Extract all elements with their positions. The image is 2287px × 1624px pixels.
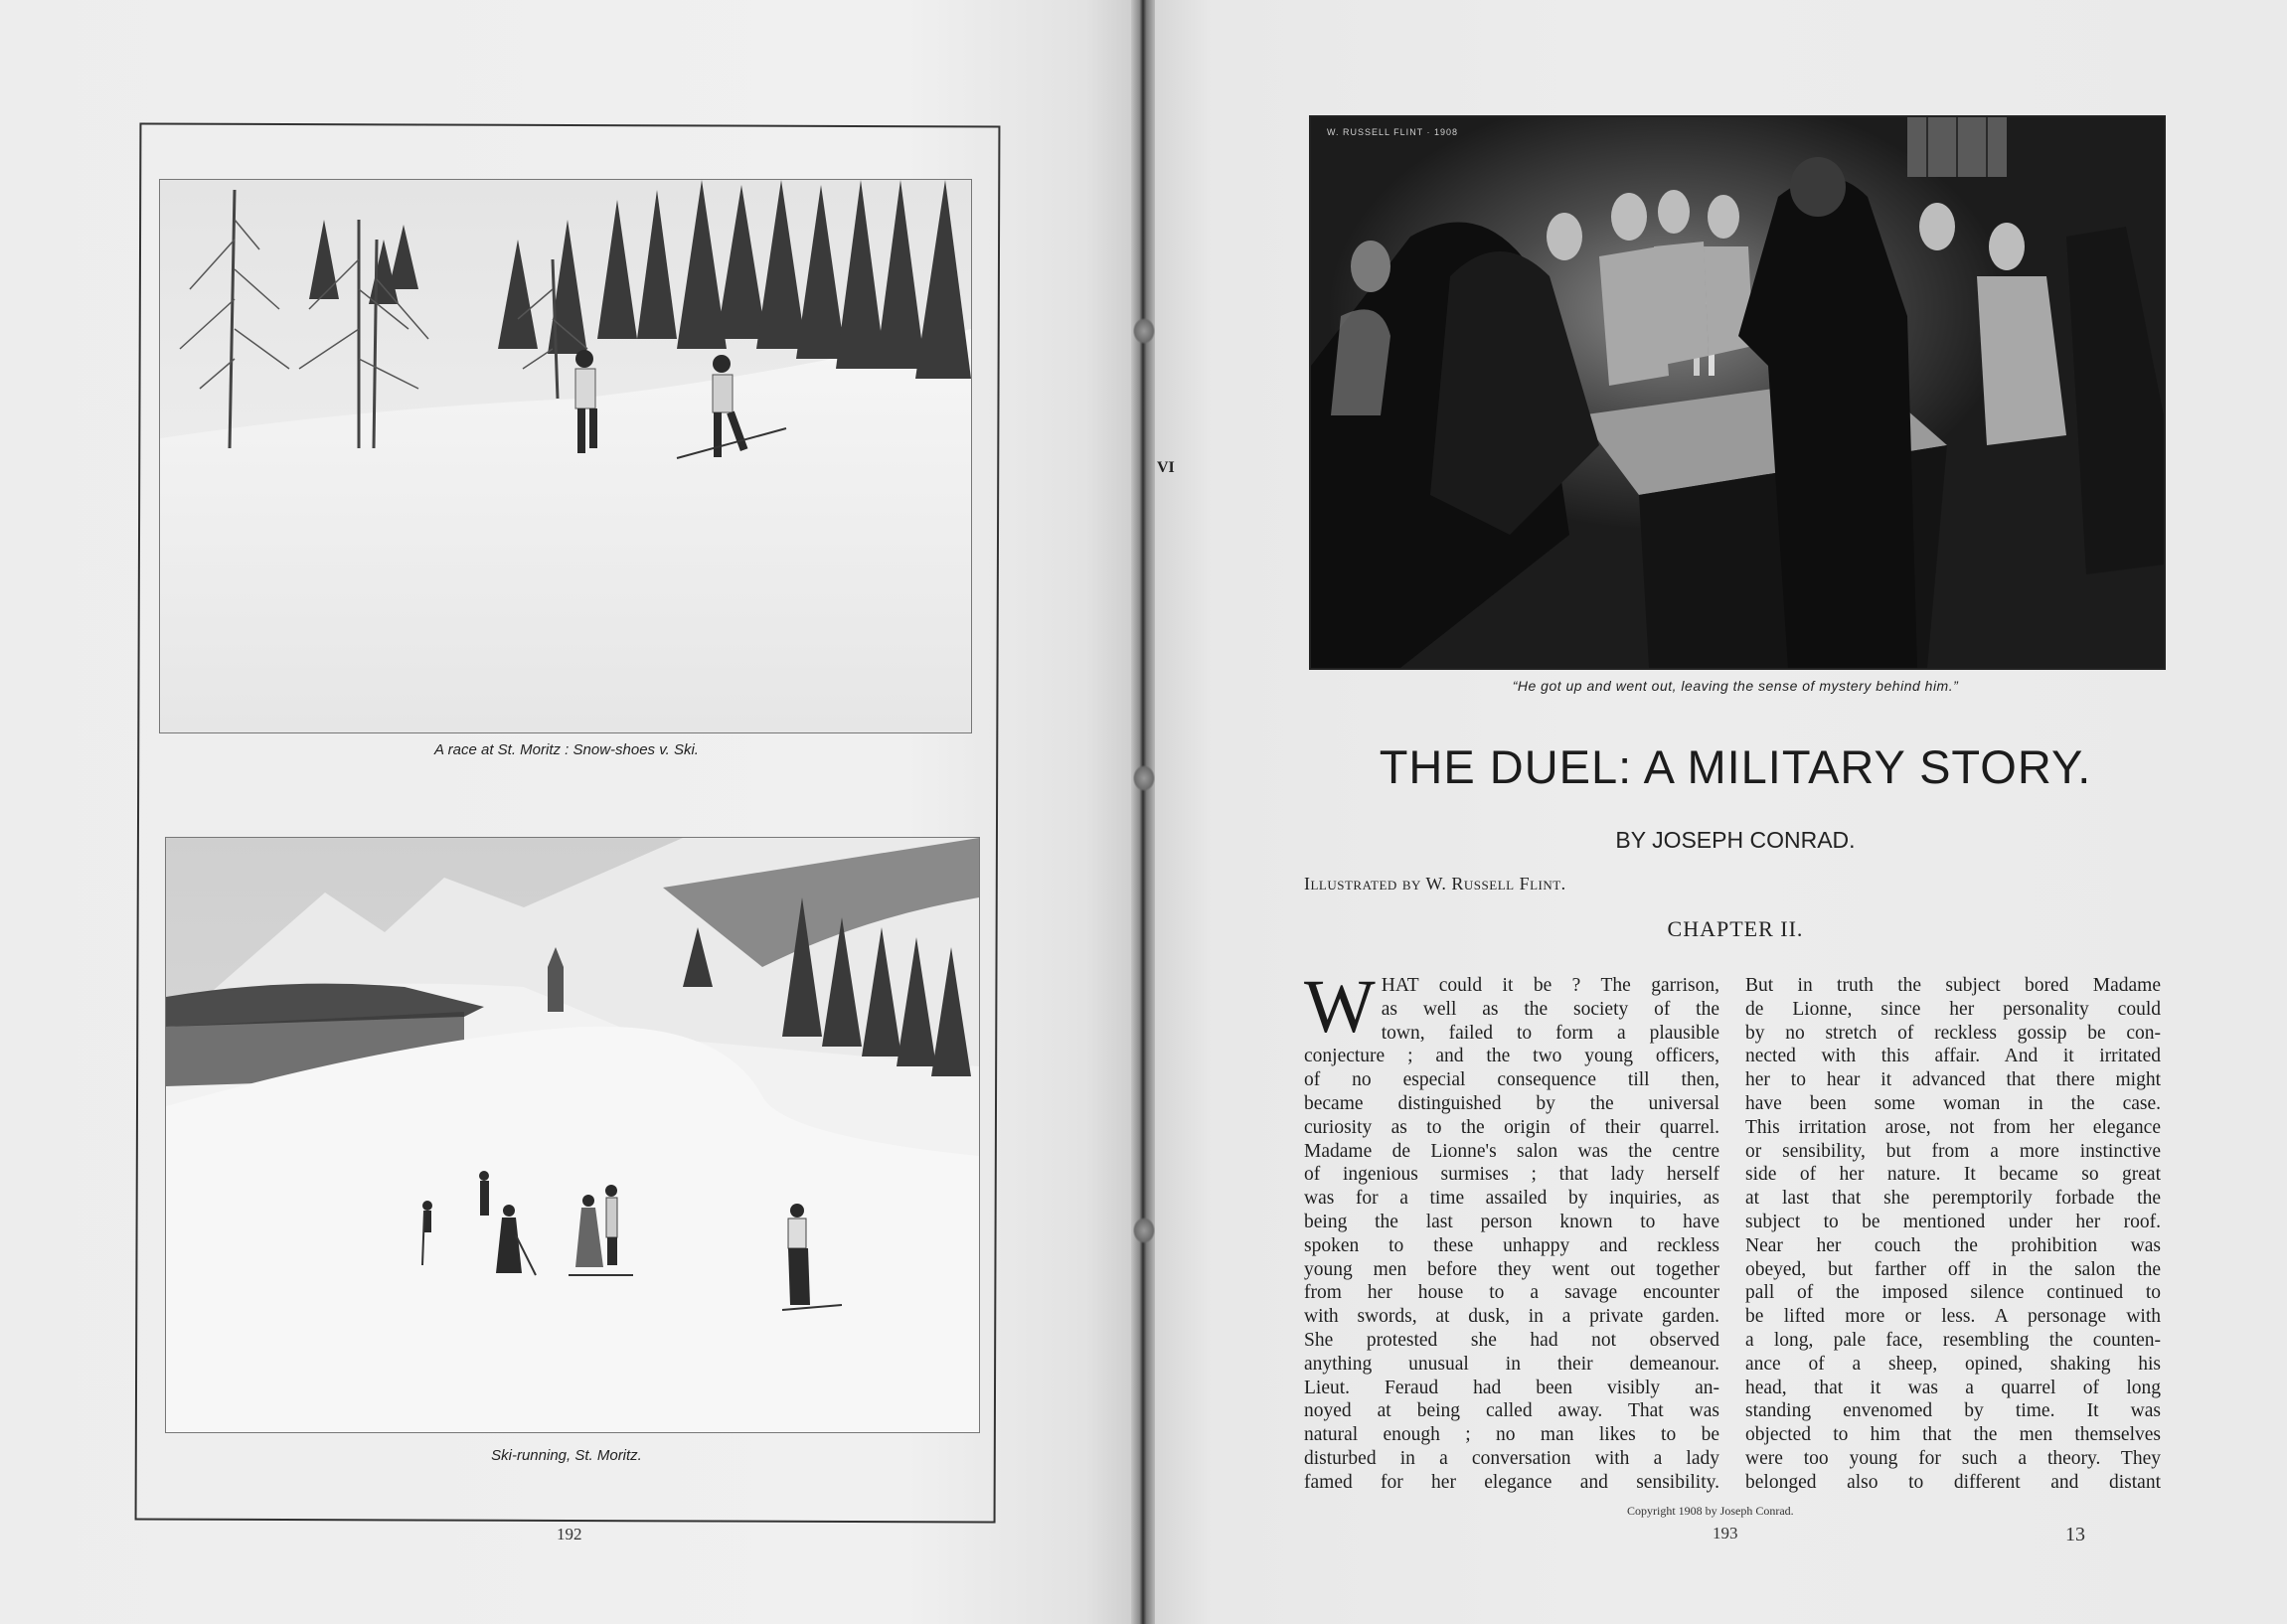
column-2-lines — [1745, 974, 2161, 1495]
text-line: being the last person known to have — [1304, 1211, 1719, 1232]
text-line: be lifted more or less. A personage with — [1745, 1306, 2161, 1328]
ski-running-photo — [165, 837, 980, 1433]
text-line: She protested she had not observed — [1304, 1329, 1719, 1351]
text-line: of ingenious surmises ; that lady herself — [1304, 1164, 1719, 1186]
text-line: or sensibility, but from a more instinctive — [1745, 1140, 2161, 1162]
text-line: spoken to these unhappy and reckless — [1304, 1234, 1719, 1256]
text-line: HAT could it be ? The garrison, — [1381, 975, 1719, 996]
text-line: by no stretch of reckless gossip be con- — [1745, 1022, 2161, 1044]
illustrator-credit: Illustrated by W. Russell Flint. — [1304, 874, 1566, 893]
text-line: head, that it was a quarrel of long — [1745, 1377, 2161, 1398]
text-line: obeyed, but farther off in the salon the — [1745, 1258, 2161, 1280]
ski-running-caption: Ski-running, St. Moritz. — [491, 1447, 642, 1464]
column-1-lines — [1304, 965, 1719, 1495]
text-line: were too young for such a theory. They — [1745, 1447, 2161, 1469]
text-column-1 — [1304, 965, 1719, 1495]
text-line: anything unusual in their demeanour. — [1304, 1353, 1719, 1375]
text-line: But in truth the subject bored Madame — [1745, 975, 2161, 996]
text-line: became distinguished by the universal — [1304, 1092, 1719, 1114]
story-title: THE DUEL: A MILITARY STORY. — [1379, 740, 2092, 793]
chapter-heading: CHAPTER II. — [1667, 916, 1804, 941]
text-line: pall of the imposed silence continued to — [1745, 1282, 2161, 1304]
snow-race-photo — [159, 179, 972, 733]
spine-mark: VI — [1157, 459, 1175, 476]
text-line: a long, pale face, resembling the counten- — [1745, 1329, 2161, 1351]
text-line: objected to him that the men themselves — [1745, 1424, 2161, 1446]
text-line: Lieut. Feraud had been visibly an- — [1304, 1377, 1719, 1398]
binding-thread — [1133, 765, 1155, 791]
text-line: belonged also to different and distant — [1745, 1471, 2161, 1493]
copyright-notice: Copyright 1908 by Joseph Conrad. — [1627, 1504, 1794, 1518]
text-line: nected with this affair. And it irritated — [1745, 1046, 2161, 1067]
text-line: Near her couch the prohibition was — [1745, 1234, 2161, 1256]
text-line: as well as the society of the — [1381, 998, 1719, 1020]
text-line: conjecture ; and the two young officers, — [1304, 1046, 1719, 1067]
text-line: This irritation arose, not from her elegance — [1745, 1116, 2161, 1138]
text-line: natural enough ; no man likes to be — [1304, 1424, 1719, 1446]
text-line: town, failed to form a plausible — [1381, 1022, 1719, 1044]
text-line: side of her nature. It became so great — [1745, 1164, 2161, 1186]
page-number-left: 192 — [557, 1525, 582, 1543]
text-line: her to hear it advanced that there might — [1745, 1069, 2161, 1091]
page-number-right: 193 — [1713, 1524, 1738, 1543]
text-line: young men before they went out together — [1304, 1258, 1719, 1280]
text-line: famed for her elegance and sensibility. — [1304, 1471, 1719, 1493]
text-line: at last that she peremptorily forbade the — [1745, 1188, 2161, 1210]
binding-thread — [1133, 1218, 1155, 1243]
text-line: subject to be mentioned under her roof. — [1745, 1211, 2161, 1232]
text-line: was for a time assailed by inquiries, as — [1304, 1188, 1719, 1210]
text-line: curiosity as to the origin of their quarrel. — [1304, 1116, 1719, 1138]
snow-race-caption: A race at St. Moritz : Snow-shoes v. Ski. — [434, 741, 699, 758]
book-gutter — [1131, 0, 1155, 1624]
text-line: of no especial consequence till then, — [1304, 1069, 1719, 1091]
illustrator-signature: W. RUSSELL FLINT · 1908 — [1327, 127, 1459, 137]
text-line: Madame de Lionne's salon was the centre — [1304, 1140, 1719, 1162]
text-line: ance of a sheep, opined, shaking his — [1745, 1353, 2161, 1375]
drop-cap: W — [1304, 965, 1376, 1049]
text-column-2 — [1745, 974, 2161, 1495]
text-line: disturbed in a conversation with a lady — [1304, 1447, 1719, 1469]
text-line: with swords, at dusk, in a private garden. — [1304, 1306, 1719, 1328]
duel-illustration — [1309, 115, 2166, 670]
text-line: standing envenomed by time. It was — [1745, 1400, 2161, 1422]
volume-number: 13 — [2065, 1524, 2085, 1545]
binding-thread — [1133, 318, 1155, 344]
text-line: have been some woman in the case. — [1745, 1092, 2161, 1114]
author-byline: BY JOSEPH CONRAD. — [1615, 827, 1856, 853]
text-line: from her house to a savage encounter — [1304, 1282, 1719, 1304]
illustration-caption: “He got up and went out, leaving the sense of mystery behind him.” — [1512, 678, 1959, 694]
text-line: noyed at being called away. That was — [1304, 1400, 1719, 1422]
text-line: de Lionne, since her personality could — [1745, 998, 2161, 1020]
